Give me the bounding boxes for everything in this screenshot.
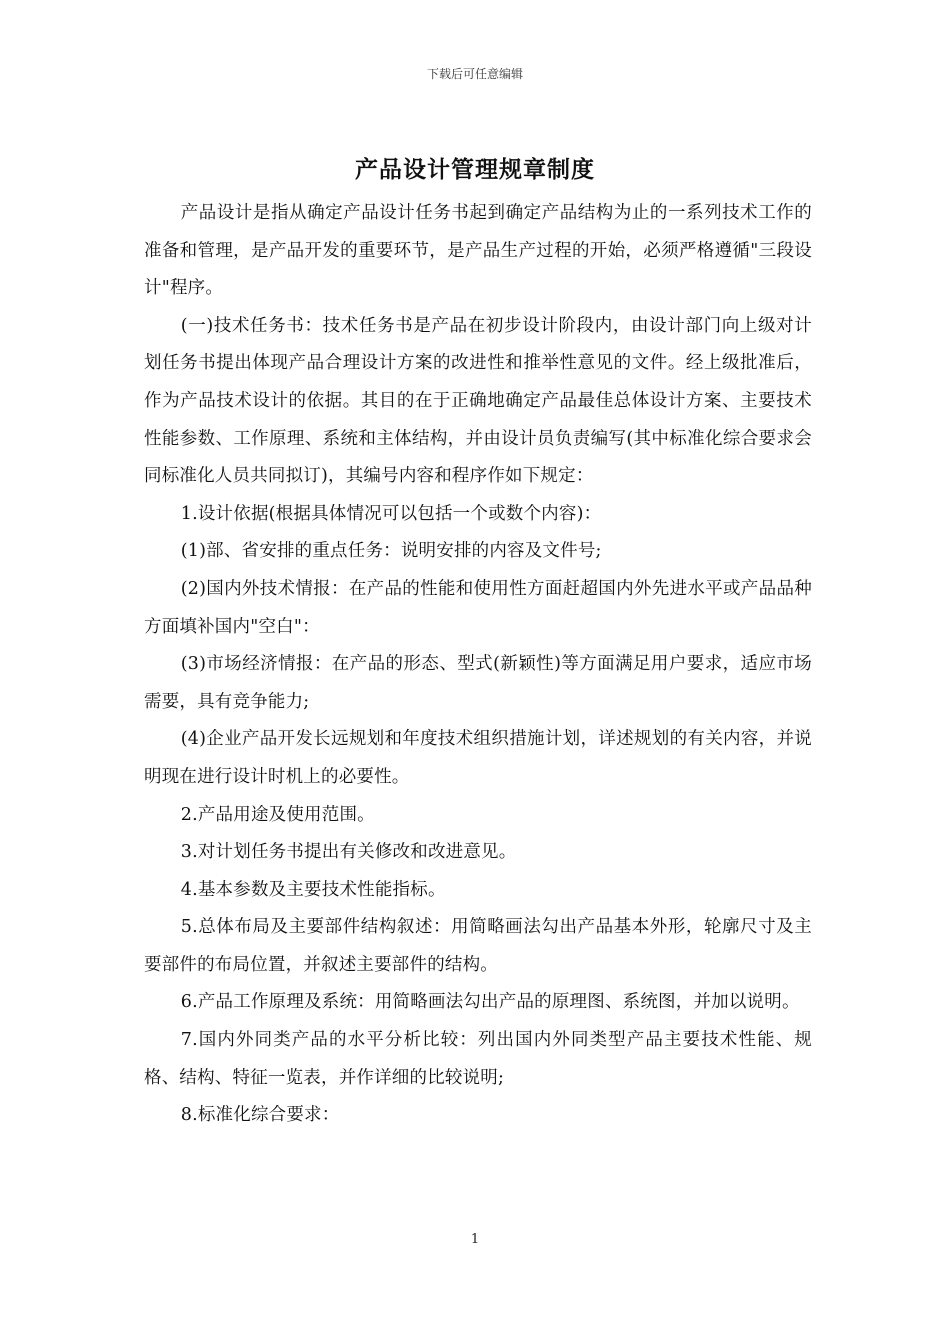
paragraph-technical-task-book: (一)技术任务书：技术任务书是产品在初步设计阶段内，由设计部门向上级对计划任务书提出体现产品合理设计方案的改进性和推举性意见的文件。经上级批准后，作为产品技术设计的依据。其目的在于正确地确定产品最佳总体设计方案、主要技术性能参数、工作原理、系统和主体结构，并由设计员负责编写(其中标准化综合要求会同标准化人员共同拟订)，其编号内容和程序作如下规定： <box>144 315 812 487</box>
document-body <box>144 195 812 1135</box>
paragraph-item-1-4: (4)企业产品开发长远规划和年度技术组织措施计划，详述规划的有关内容，并说明现在进行设计时机上的必要性。 <box>144 729 812 787</box>
paragraph-intro: 产品设计是指从确定产品设计任务书起到确定产品结构为止的一系列技术工作的准备和管理，是产品开发的重要环节，是产品生产过程的开始，必须严格遵循"三段设计"程序。 <box>144 203 812 299</box>
page-header: 下载后可任意编辑 <box>426 67 523 81</box>
document-title: 产品设计管理规章制度 <box>355 157 595 183</box>
paragraph-item-7: 7.国内外同类产品的水平分析比较：列出国内外同类型产品主要技术性能、规格、结构、特征一览表，并作详细的比较说明; <box>144 1030 812 1088</box>
paragraph-item-2: 2.产品用途及使用范围。 <box>180 804 375 825</box>
paragraph-item-5: 5.总体布局及主要部件结构叙述：用简略画法勾出产品基本外形，轮廓尺寸及主要部件的布局位置，并叙述主要部件的结构。 <box>144 917 812 975</box>
paragraph-item-8: 8.标准化综合要求： <box>180 1105 340 1126</box>
paragraph-item-1-1: (1)部、省安排的重点任务：说明安排的内容及文件号; <box>180 541 602 562</box>
page-number: 1 <box>470 1232 480 1247</box>
paragraph-item-4: 4.基本参数及主要技术性能指标。 <box>180 879 446 900</box>
paragraph-item-6: 6.产品工作原理及系统：用简略画法勾出产品的原理图、系统图，并加以说明。 <box>180 992 800 1013</box>
paragraph-item-3: 3.对计划任务书提出有关修改和改进意见。 <box>180 842 517 863</box>
paragraph-item-1-3: (3)市场经济情报：在产品的形态、型式(新颖性)等方面满足用户要求，适应市场需要，具有竞争能力; <box>144 654 812 712</box>
paragraph-item-1-2: (2)国内外技术情报：在产品的性能和使用性方面赶超国内外先进水平或产品品种方面填补国内"空白"： <box>144 578 812 637</box>
paragraph-item-1: 1.设计依据(根据具体情况可以包括一个或数个内容)： <box>180 503 602 524</box>
